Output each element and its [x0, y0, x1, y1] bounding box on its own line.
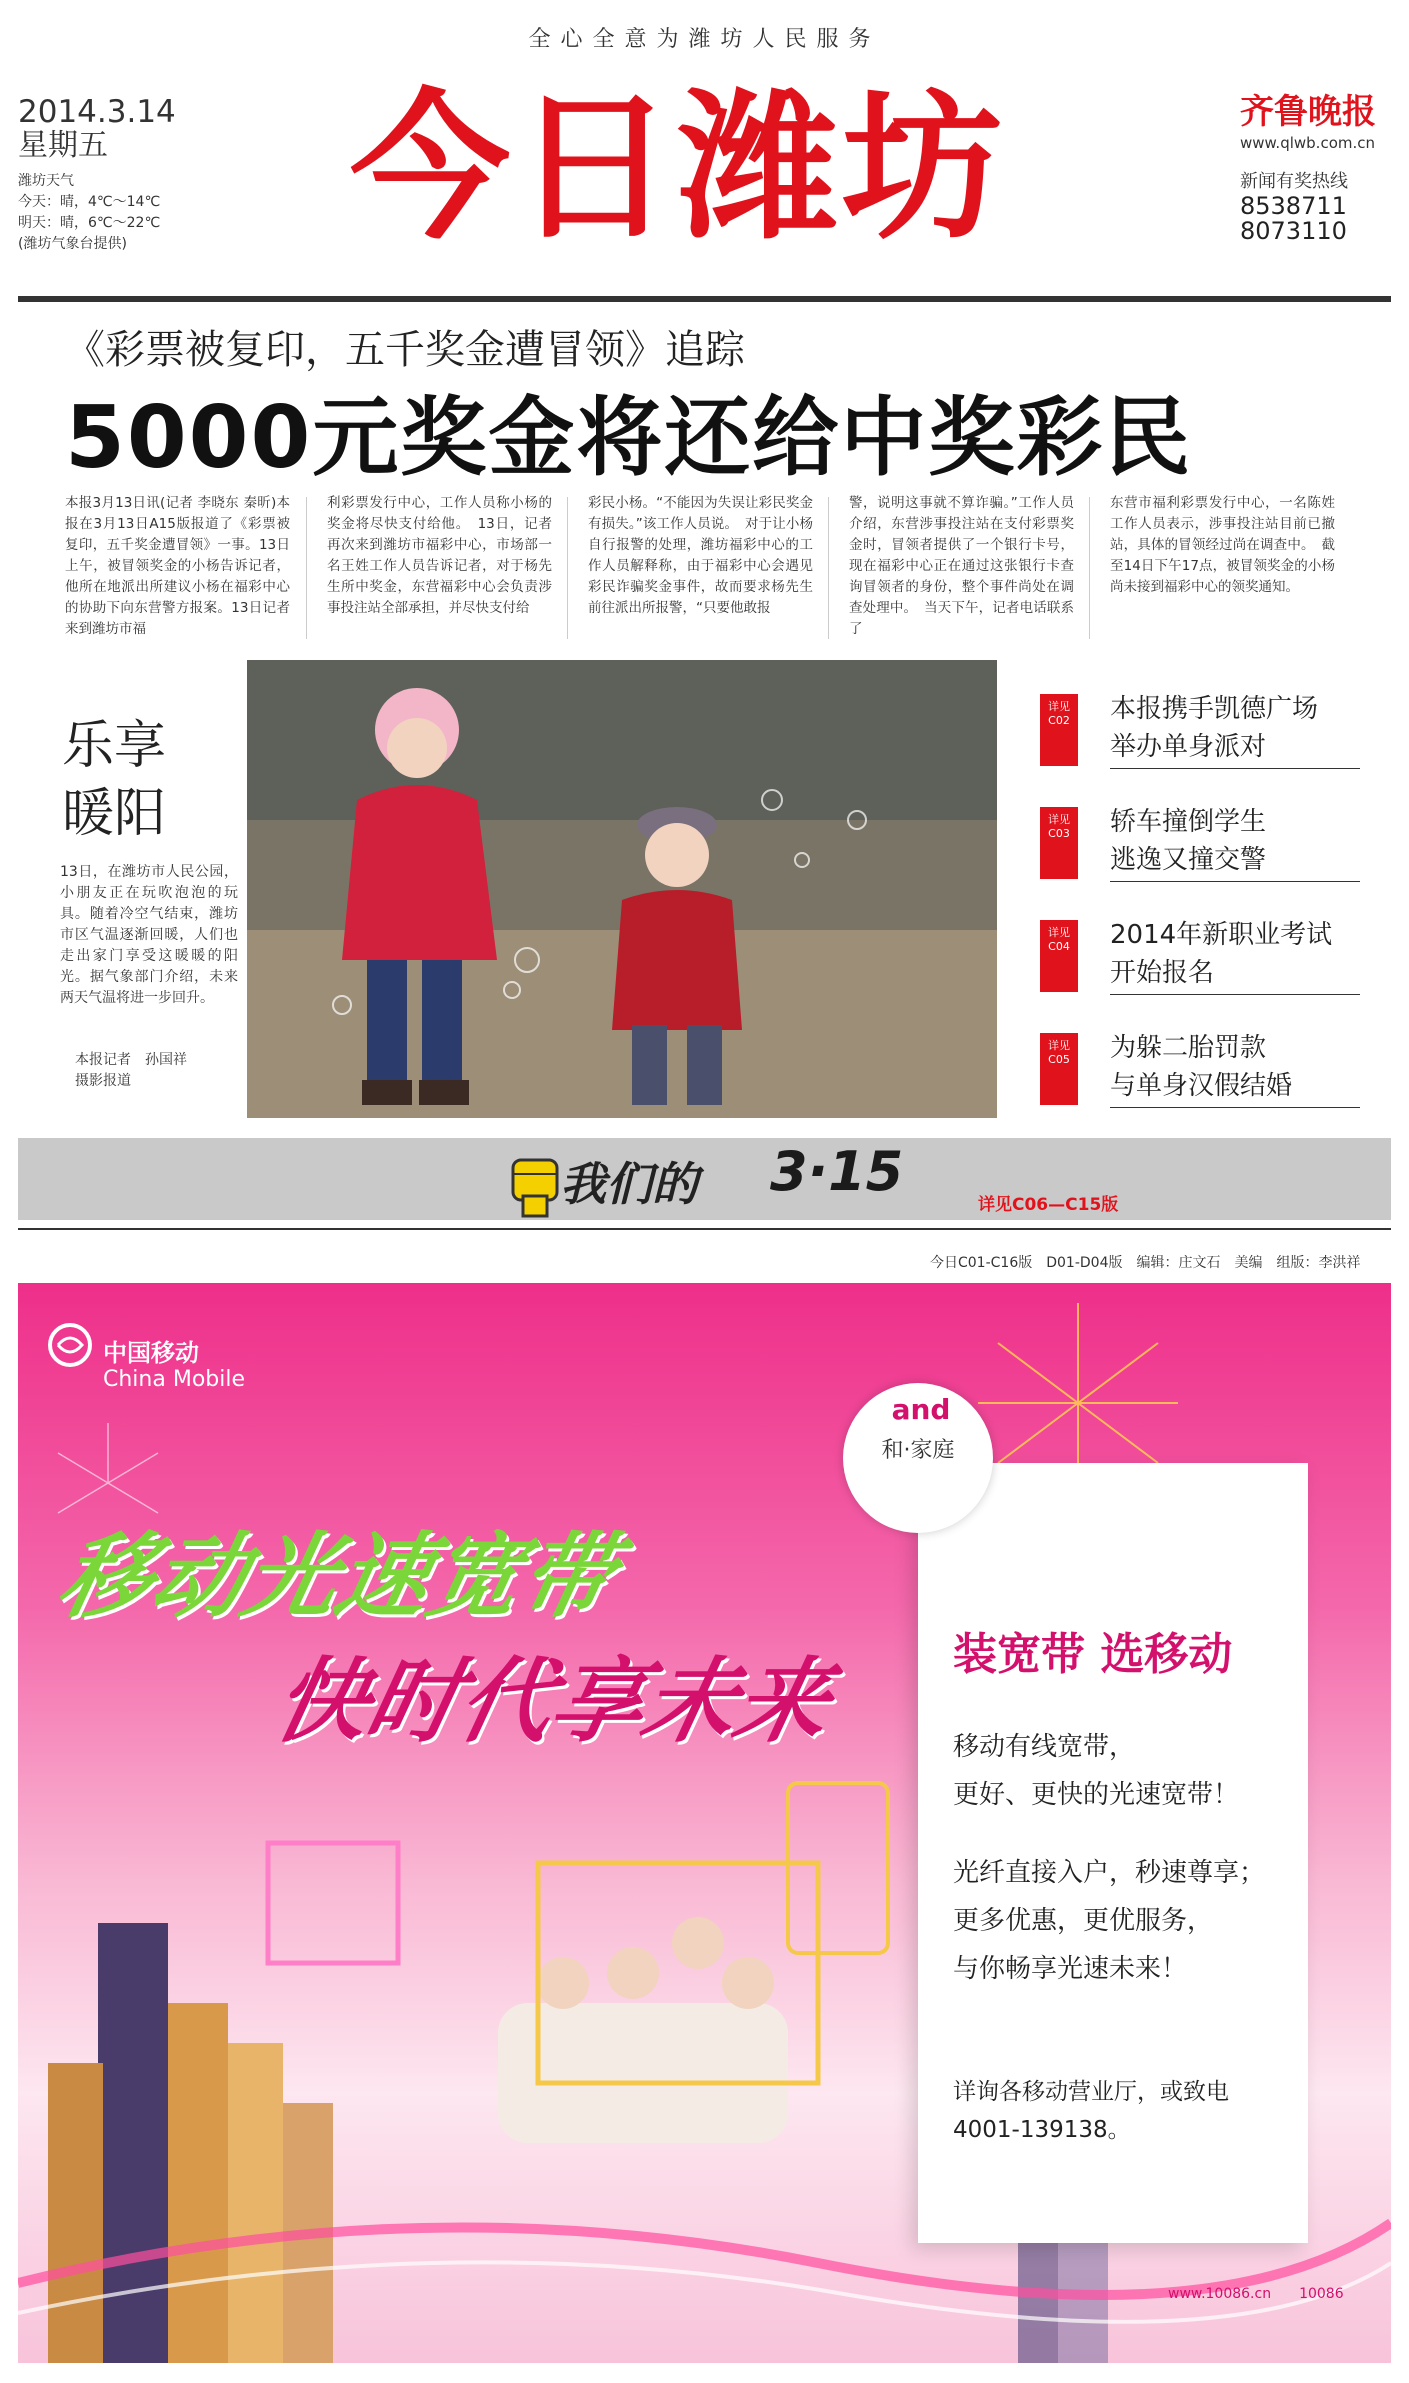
ad-slogan-1: 移动光速宽带 [50, 1523, 625, 1630]
news-photo [247, 660, 997, 1118]
masthead-title: 今日潍坊 [350, 73, 1007, 261]
brand-block [1240, 92, 1400, 244]
banner-315[interactable] [18, 1138, 1391, 1220]
ad-copy-line: 更多优惠，更优服务， [953, 1906, 1214, 1936]
ad-logo-en: China Mobile [103, 1367, 246, 1392]
brand-logo: 齐鲁晚报 [1240, 92, 1376, 132]
column-divider [828, 497, 829, 639]
header-rule [18, 296, 1391, 302]
teaser-line: 与单身汉假结婚 [1110, 1071, 1293, 1101]
teaser-rule [1110, 1107, 1360, 1108]
teaser-tag-page: C05 [1048, 1053, 1070, 1066]
teaser-item[interactable] [1040, 690, 1360, 776]
ad-web[interactable]: www.10086.cn 10086 [1168, 2286, 1344, 2302]
teaser-tag [1040, 1033, 1078, 1105]
teaser-line: 逃逸又撞交警 [1110, 845, 1267, 875]
teaser-item[interactable] [1040, 803, 1360, 889]
hotline-number: 8538711 [1240, 192, 1347, 220]
lead-column: 本报3月13日讯(记者 李晓东 秦昕)本报在3月13日A15版报道了《彩票被复印，五千奖金遭冒领》一事。13日上午，被冒领奖金的小杨告诉记者，他所在地派出所建议小杨在福彩中心的协助下向东营警方报案。13日记者来到潍坊市福 [65, 495, 290, 637]
date-weather-block [18, 95, 208, 255]
teaser-item[interactable] [1040, 1029, 1360, 1115]
issue-weekday: 星期五 [18, 128, 108, 163]
byline-reporter: 本报记者 孙国祥 [75, 1052, 187, 1068]
banner-315-text: 我们的 [560, 1157, 698, 1211]
teaser-rule [1110, 994, 1360, 995]
brand-url[interactable]: www.qlwb.com.cn [1240, 134, 1375, 152]
photo-title-line: 暖阳 [62, 784, 167, 844]
weather-line: 今天：晴，4℃～14℃ [18, 194, 161, 210]
children-bubbles-photo [247, 660, 997, 1118]
ad-contact [953, 2073, 1293, 2149]
teaser-tag [1040, 920, 1078, 992]
ad-copy-line: 更好、更快的光速宽带！ [953, 1780, 1240, 1810]
lead-column: 利彩票发行中心，工作人员称小杨的奖金将尽快支付给他。 13日，记者再次来到潍坊市福彩中心，市场部一名王姓工作人员告诉记者，对于杨先生所中奖金，东营福彩中心会负责涉事投注站全部承担，并尽快支付给 [327, 495, 552, 616]
teaser-tag-label: 详见 [1048, 1039, 1070, 1052]
lead-column: 东营市福利彩票发行中心，一名陈姓工作人员表示，涉事投注站目前已撤站，具体的冒领经过尚在调查中。 截至14日下午17点，被冒领奖金的小杨尚未接到福彩中心的领奖通知。 [1110, 495, 1335, 595]
teaser-tag-label: 详见 [1048, 813, 1070, 826]
byline-note: 摄影报道 [75, 1073, 131, 1089]
lead-headline[interactable]: 5000元奖金将还给中奖彩民 [65, 388, 1193, 488]
teaser-rule [1110, 881, 1360, 882]
teaser-line: 轿车撞倒学生 [1110, 807, 1267, 837]
lead-kicker: 《彩票被复印，五千奖金遭冒领》追踪 [65, 327, 745, 373]
lead-column: 警，说明这事就不算诈骗。”工作人员介绍，东营涉事投注站在支付彩票奖金时，冒领者提供了一个银行卡号，现在福彩中心正在通过这张银行卡查询冒领者的身份，整个事件尚处在调查处理中。 当天下午，记者电话联系了 [849, 495, 1074, 637]
banner-315-see[interactable]: 详见C06—C15版 [978, 1195, 1119, 1215]
and-family-label: 和·家庭 [881, 1438, 955, 1463]
photo-title [62, 712, 212, 848]
lead-body [65, 493, 1365, 643]
teaser-item[interactable] [1040, 916, 1360, 1002]
weather-line: (潍坊气象台提供) [18, 236, 127, 252]
ad-copy-spacer [953, 1819, 1293, 1849]
china-mobile-logo-icon [48, 1323, 92, 1367]
china-mobile-ad[interactable] [18, 1283, 1391, 2363]
ad-copy [953, 1723, 1293, 1993]
column-divider [1089, 497, 1090, 639]
fist-icon [505, 1140, 565, 1220]
teaser-headline [1110, 690, 1360, 766]
photo-title-line: 乐享 [62, 716, 167, 776]
section-rule [18, 1228, 1391, 1230]
page-credits: 今日C01-C16版 D01-D04版 编辑：庄文石 美编 组版：李洪祥 [930, 1255, 1361, 1271]
teaser-tag-label: 详见 [1048, 926, 1070, 939]
ad-phone[interactable]: 4001-139138。 [953, 2117, 1131, 2143]
ad-logo-cn: 中国移动 [103, 1339, 199, 1367]
photo-caption: 13日，在潍坊市人民公园，小朋友正在玩吹泡泡的玩具。随着冷空气结束，潍坊市区气温逐渐回暖，人们也走出家门享受这暖暖的阳光。据气象部门介绍，未来两天气温将进一步回升。 [60, 864, 238, 1006]
ad-copy-line: 移动有线宽带， [953, 1732, 1136, 1762]
teaser-headline [1110, 1029, 1360, 1105]
weather-line: 明天：晴，6℃～22℃ [18, 215, 161, 231]
teaser-headline [1110, 916, 1360, 992]
column-divider [567, 497, 568, 639]
ad-contact-line: 详询各移动营业厅，或致电 [953, 2079, 1229, 2105]
column-divider [306, 497, 307, 639]
teaser-tag-page: C02 [1048, 714, 1070, 727]
teaser-tag [1040, 694, 1078, 766]
banner-315-number: 3·15 [770, 1140, 904, 1203]
ad-copy-line: 光纤直接入户，秒速尊享； [953, 1858, 1266, 1888]
teaser-line: 为躲二胎罚款 [1110, 1033, 1267, 1063]
teaser-line: 本报携手凯德广场 [1110, 694, 1319, 724]
ad-copy-line: 与你畅享光速未来！ [953, 1954, 1188, 1984]
photo-byline [75, 1050, 250, 1092]
issue-date: 2014.3.14 [18, 94, 176, 130]
teaser-line: 开始报名 [1110, 958, 1215, 988]
teaser-line: 举办单身派对 [1110, 732, 1267, 762]
teaser-headline [1110, 803, 1360, 879]
teaser-tag [1040, 807, 1078, 879]
ad-slogan-2: 快时代享未来 [265, 1648, 840, 1755]
and-mark: and [891, 1393, 951, 1426]
hotline-number: 8073110 [1240, 217, 1347, 245]
teaser-tag-label: 详见 [1048, 700, 1070, 713]
ad-heading: 装宽带 选移动 [953, 1629, 1233, 1680]
hotline-label: 新闻有奖热线 [1240, 171, 1348, 192]
teaser-rule [1110, 768, 1360, 769]
teaser-tag-page: C04 [1048, 940, 1070, 953]
lead-column: 彩民小杨。“不能因为失误让彩民奖金有损失。”该工作人员说。 对于让小杨自行报警的处理，潍坊福彩中心的工作人员解释称，由于福彩中心会遇见彩民诈骗奖金事件，故而要求杨先生前往派出所报警，“只要他敢报 [588, 495, 813, 616]
teaser-tag-page: C03 [1048, 827, 1070, 840]
teaser-line: 2014年新职业考试 [1110, 920, 1333, 950]
masthead-motto: 全心全意为潍坊人民服务 [528, 27, 881, 52]
weather-line: 潍坊天气 [18, 173, 74, 189]
